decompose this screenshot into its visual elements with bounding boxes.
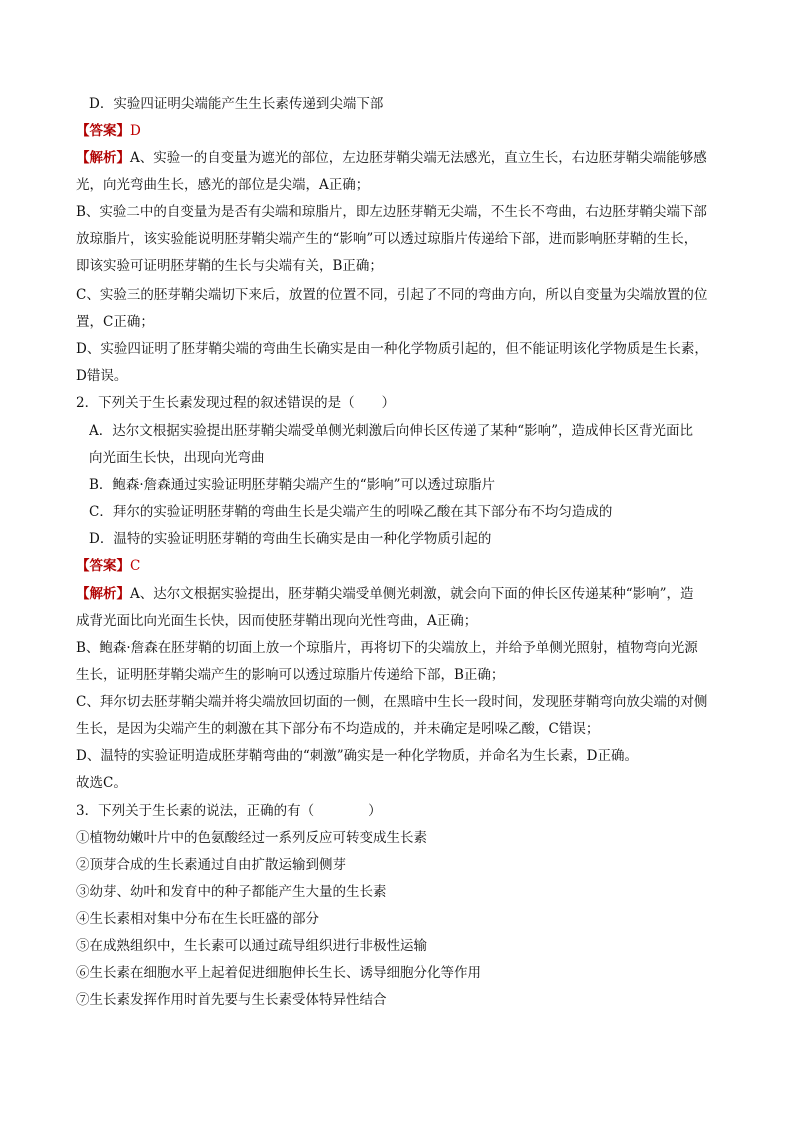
- q2-option: D．温特的实验证明胚芽鞘的弯曲生长确实是由一种化学物质引起的: [89, 531, 492, 547]
- q2-stem: 2．下列关于生长素发现过程的叙述错误的是（ ）: [76, 395, 396, 411]
- analysis-tag: 【解析】: [76, 150, 130, 166]
- q2-option: B．鲍森·詹森通过实验证明胚芽鞘尖端产生的“影响”可以透过琼脂片: [89, 477, 496, 493]
- q2-analysis-line: 故选C。: [76, 775, 127, 791]
- q1-analysis-line: D、实验四证明了胚芽鞘尖端的弯曲生长确实是由一种化学物质引起的，但不能证明该化学物质是生长素，: [76, 341, 708, 357]
- q2-analysis-line: B、鲍森·詹森在胚芽鞘的切面上放一个琼脂片，再将切下的尖端放上，并给予单侧光照射，植物弯向光源: [76, 640, 698, 656]
- q2-option: C．拜尔的实验证明胚芽鞘的弯曲生长是尖端产生的吲哚乙酸在其下部分布不均匀造成的: [89, 504, 613, 520]
- q2-analysis-line: D、温特的实验证明造成胚芽鞘弯曲的“刺激”确实是一种化学物质，并命名为生长素，D正确。: [76, 748, 638, 764]
- q3-item: ⑥生长素在细胞水平上起着促进细胞伸长生长、诱导细胞分化等作用: [76, 965, 481, 981]
- q2-option: A．达尔文根据实验提出胚芽鞘尖端受单侧光刺激后向伸长区传递了某种“影响”，造成伸长区背光面比: [89, 423, 694, 439]
- q3-item: ②顶芽合成的生长素通过自由扩散运输到侧芽: [76, 857, 346, 873]
- answer-tag: 【答案】: [76, 123, 130, 139]
- q2-analysis-line: 生长，是因为尖端产生的刺激在其下部分布不均造成的，并未确定是吲哚乙酸，C错误；: [76, 721, 600, 737]
- analysis-tag: 【解析】: [76, 586, 130, 602]
- q1-analysis-line: 光，向光弯曲生长，感光的部位是尖端，A正确；: [76, 177, 370, 193]
- q2-analysis-line: 【解析】A、达尔文根据实验提出，胚芽鞘尖端受单侧光刺激，就会向下面的伸长区传递某种“影响”，造: [76, 586, 694, 602]
- q3-item: ①植物幼嫩叶片中的色氨酸经过一系列反应可转变成生长素: [76, 830, 427, 846]
- q3-item: ④生长素相对集中分布在生长旺盛的部分: [76, 911, 319, 927]
- q3-stem: 3．下列关于生长素的说法，正确的有（ ）: [76, 803, 382, 819]
- q3-item: ⑤在成熟组织中，生长素可以通过疏导组织进行非极性运输: [76, 938, 427, 954]
- q1-option-d: D．实验四证明尖端能产生生长素传递到尖端下部: [89, 96, 384, 112]
- q3-item: ⑦生长素发挥作用时首先要与生长素受体特异性结合: [76, 992, 387, 1008]
- q2-analysis-line: 成背光面比向光面生长快，因而使胚芽鞘出现向光性弯曲，A正确；: [76, 613, 478, 629]
- q1-analysis-line: 置，C正确；: [76, 314, 154, 330]
- q1-answer: [76, 120, 720, 142]
- q1-analysis-line: 放琼脂片，该实验能说明胚芽鞘尖端产生的“影响”可以透过琼脂片传递给下部，进而影响胚芽鞘的生长，: [76, 231, 698, 247]
- q2-analysis-line: 生长，证明胚芽鞘尖端产生的影响可以透过琼脂片传递给下部，B正确；: [76, 667, 505, 683]
- answer-value: C: [130, 558, 141, 574]
- q1-analysis-line: 【解析】A、实验一的自变量为遮光的部位，左边胚芽鞘尖端无法感光，直立生长，右边胚芽鞘尖端能够感: [76, 150, 707, 166]
- q3-item: ③幼芽、幼叶和发育中的种子都能产生大量的生长素: [76, 884, 387, 900]
- answer-tag: 【答案】: [76, 558, 130, 574]
- q2-answer: [76, 555, 720, 577]
- q1-analysis-line: 即该实验可证明胚芽鞘的生长与尖端有关，B正确；: [76, 258, 383, 274]
- q1-analysis-line: C、实验三的胚芽鞘尖端切下来后，放置的位置不同，引起了不同的弯曲方向，所以自变量为尖端放置的位: [76, 287, 708, 303]
- q2-analysis-line: C、拜尔切去胚芽鞘尖端并将尖端放回切面的一侧，在黑暗中生长一段时间，发现胚芽鞘弯向放尖端的对侧: [76, 694, 708, 710]
- q2-option: 向光面生长快，出现向光弯曲: [89, 450, 265, 466]
- q1-analysis-line: B、实验二中的自变量为是否有尖端和琼脂片，即左边胚芽鞘无尖端，不生长不弯曲，右边胚芽鞘尖端下部: [76, 204, 707, 220]
- q1-analysis-line: D错误。: [76, 368, 128, 384]
- answer-value: D: [130, 123, 141, 139]
